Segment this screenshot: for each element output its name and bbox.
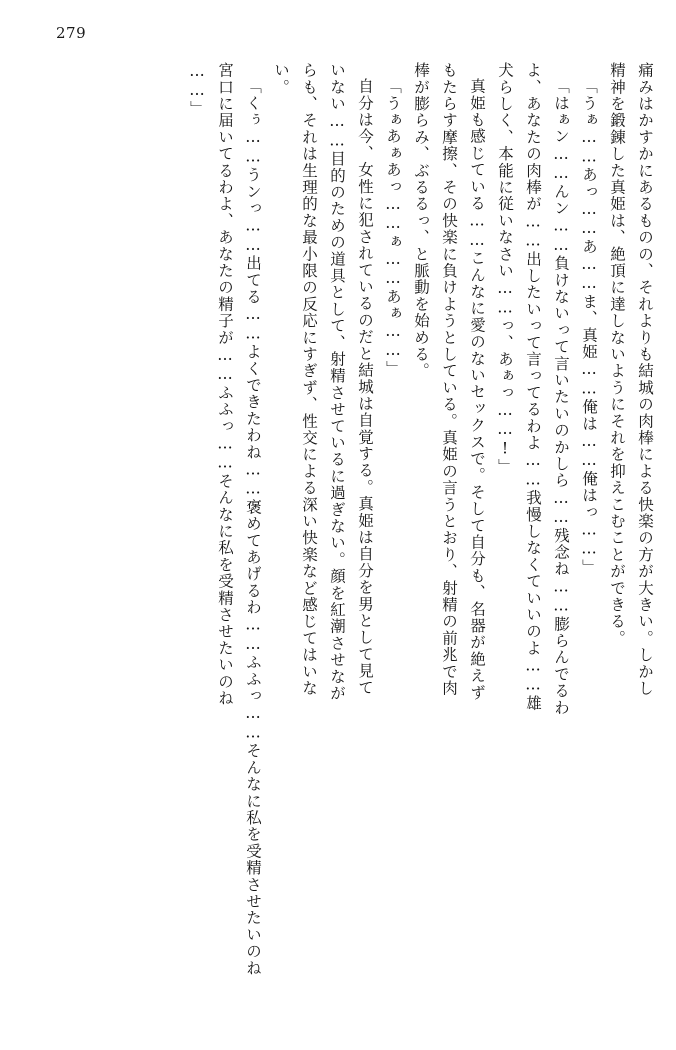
text-column: いない……目的のための道具として、射精させているに過ぎない。顔を紅潮させなが [328, 62, 346, 702]
text-column: 犬らしく、本能に従いなさい……っ、あぁっ……!」 [496, 62, 514, 476]
text-column: 宮口に届いてるわよ、あなたの精子が……ふふっ……そんなに私を受精させたいのね [216, 62, 234, 707]
text-column: 「うぁ……あっ……あ……ま、真姫……俺は……俺はっ……」 [580, 78, 598, 576]
text-column: もたらす摩擦、その快楽に負けようとしている。真姫の言うとおり、射精の前兆で肉 [440, 62, 458, 697]
text-column: ……」 [188, 62, 206, 118]
text-column: 「くぅ……うンっ……出てる……よくできたわね……褒めてあげるわ……ふふっ……そんなに私を受精させたいのね [244, 78, 262, 977]
page-text-body [26, 62, 652, 1024]
text-column: らも、それは生理的な最小限の反応にすぎず、性交による深い快楽など感じてはいな [300, 62, 318, 697]
text-column: い。 [272, 62, 290, 96]
text-column: 精神を鍛錬した真姫は、絶頂に達しないようにそれを抑えこむことができる。 [608, 62, 626, 647]
text-column: 「うぁあぁあっ……ぁ……あぁ……」 [384, 78, 402, 377]
text-column: 「はぁン……んン……負けないって言いたいのかしら……残念ね……膨らんでるわ [552, 78, 570, 716]
text-column: 真姫も感じている……こんなに愛のないセックスで。そして自分も、名器が絶えず [468, 78, 486, 701]
text-column: 棒が膨らみ、ぶるるっ、と脈動を始める。 [412, 62, 430, 380]
text-column: よ、あなたの肉棒が……出したいって言ってるわよ……我慢しなくていいのよ……雄 [524, 62, 542, 712]
text-column: 自分は今、女性に犯されているのだと結城は自覚する。真姫は自分を男として見て [356, 78, 374, 696]
text-column: 痛みはかすかにあるものの、それよりも結城の肉棒による快楽の方が大きい。しかし [636, 62, 654, 697]
page-number: 279 [56, 24, 87, 42]
